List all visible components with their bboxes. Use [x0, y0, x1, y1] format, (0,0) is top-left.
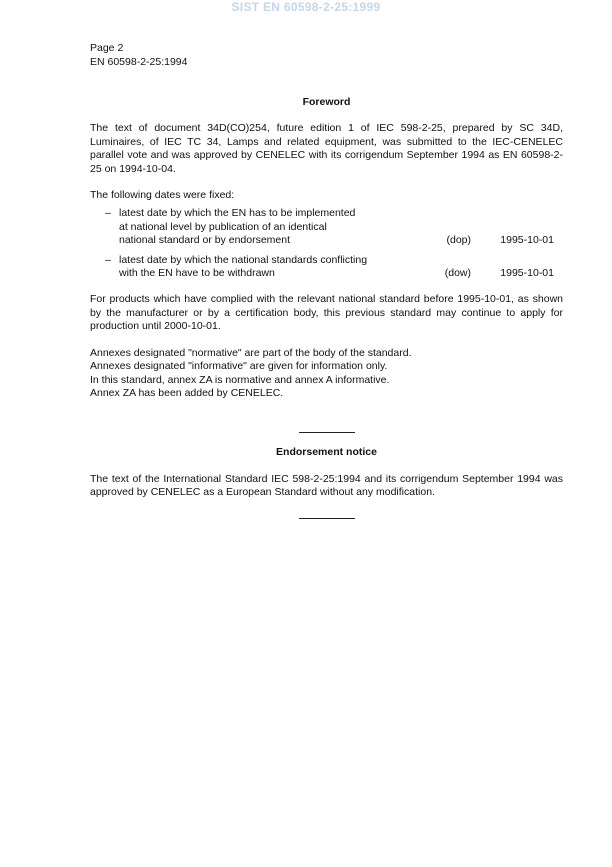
standard-id: EN 60598-2-25:1994	[90, 55, 188, 68]
page-number: Page 2	[90, 42, 124, 54]
date-value: 1995-10-01	[500, 267, 554, 280]
date-item-line: latest date by which the EN has to be implemented	[119, 207, 356, 220]
annex-notes	[90, 347, 563, 401]
foreword-heading: Foreword	[302, 96, 351, 108]
annex-line: Annexes designated "normative" are part of the body of the standard.	[90, 346, 412, 359]
products-paragraph: For products which have complied with the relevant national standard before 1995-10-01, as shown by the manufacturer or by a certification body, this previous standard may continue to apply for production until 2000-10-01.	[90, 293, 563, 333]
page-header	[90, 42, 188, 69]
dates-intro: The following dates were fixed:	[90, 189, 235, 202]
watermark: SIST EN 60598-2-25:1999	[231, 0, 381, 14]
document-body	[90, 96, 563, 519]
endorsement-heading: Endorsement notice	[276, 446, 377, 459]
endorsement-text: The text of the International Standard IEC 598-2-25:1994 and its corrigendum September 1994 was approved by CENELEC as a European Standard without any modification.	[90, 472, 563, 499]
date-item-line: at national level by publication of an identical	[119, 220, 327, 233]
date-item-dop	[90, 207, 563, 247]
date-item-line: with the EN have to be withdrawn	[119, 267, 275, 280]
date-code: (dow)	[444, 267, 471, 280]
annex-line: In this standard, annex ZA is normative and annex A informative.	[90, 373, 390, 386]
date-item-dow	[90, 254, 563, 281]
annex-line: Annex ZA has been added by CENELEC.	[90, 386, 284, 399]
date-code: (dop)	[446, 234, 471, 247]
foreword-intro: The text of document 34D(CO)254, future edition 1 of IEC 598-2-25, prepared by SC 34D, Luminaires, of IEC TC 34, Lamps and related equipment, was submitted to the IEC-CENELEC parallel vote and was approved by CENELEC with its corrigendum September 1994 as EN 60598-2-25 on 1994-10-04.	[90, 122, 563, 175]
end-divider	[299, 518, 355, 519]
date-item-line: national standard or by endorsement	[119, 234, 291, 247]
list-dash: –	[105, 207, 111, 220]
date-value: 1995-10-01	[500, 234, 554, 247]
dates-list	[90, 207, 563, 280]
list-dash: –	[105, 253, 111, 266]
date-item-line: latest date by which the national standards conflicting	[119, 253, 368, 266]
section-divider	[299, 432, 355, 433]
annex-line: Annexes designated "informative" are given for information only.	[90, 360, 388, 373]
